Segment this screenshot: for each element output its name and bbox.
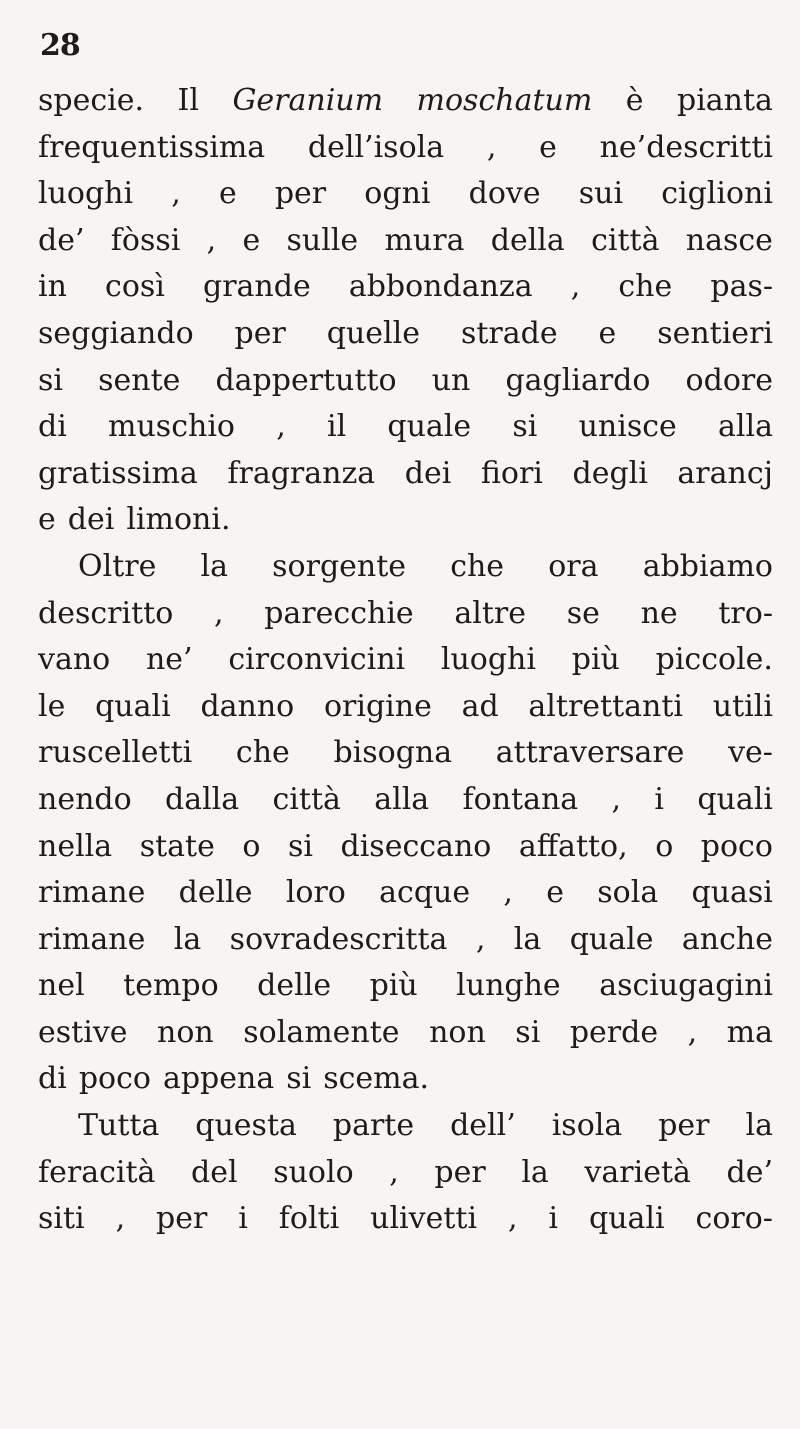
word: , xyxy=(389,1154,399,1190)
word: dove xyxy=(468,176,541,212)
word: e xyxy=(242,222,261,258)
word: gratissima xyxy=(38,455,198,491)
word: acque xyxy=(379,875,471,911)
word: i xyxy=(548,1201,559,1237)
word: , xyxy=(206,222,217,258)
word: de’ xyxy=(726,1154,773,1190)
word: città xyxy=(272,781,341,817)
word: de’ xyxy=(38,222,85,258)
word: ogni xyxy=(364,176,431,212)
word: vano xyxy=(38,642,111,678)
word: luoghi xyxy=(440,642,536,678)
word: fiori xyxy=(480,455,543,491)
word: nella xyxy=(38,828,113,864)
word: per xyxy=(234,315,286,351)
word: rimane xyxy=(38,921,146,957)
text-line xyxy=(38,1150,773,1197)
text-line xyxy=(38,1010,773,1057)
word: si xyxy=(286,1061,312,1097)
word: il xyxy=(326,409,347,445)
word: le xyxy=(38,688,66,724)
word: che xyxy=(450,548,505,584)
word: per xyxy=(658,1108,710,1144)
word: solamente xyxy=(243,1014,400,1050)
text-line xyxy=(38,497,773,544)
word: di xyxy=(38,1061,67,1097)
word: ora xyxy=(548,548,599,584)
word: città xyxy=(591,222,660,258)
text-line xyxy=(38,870,773,917)
word: e xyxy=(546,875,564,911)
word: estive xyxy=(38,1014,128,1050)
word: affatto, xyxy=(518,828,628,864)
word: parecchie xyxy=(264,595,414,631)
word: mura xyxy=(384,222,465,258)
word: folti xyxy=(278,1201,340,1237)
word: odore xyxy=(685,362,773,398)
text-line xyxy=(38,218,773,265)
word: sola xyxy=(597,875,659,911)
word: un xyxy=(431,362,471,398)
word: dell’ xyxy=(450,1108,516,1144)
word: varietà xyxy=(584,1154,691,1190)
word: poco xyxy=(78,1061,151,1097)
word: state xyxy=(139,828,215,864)
word: appena xyxy=(162,1061,275,1097)
word: si xyxy=(515,1014,541,1050)
word: sorgente xyxy=(272,548,407,584)
word: e xyxy=(539,129,557,165)
word: altrettanti xyxy=(528,688,684,724)
word: isola xyxy=(551,1108,623,1144)
text-line xyxy=(38,1103,773,1150)
word: moschatum xyxy=(416,83,593,118)
word: , xyxy=(475,921,486,957)
word: dell’isola xyxy=(307,129,445,165)
word: nel xyxy=(38,968,85,1004)
word: più xyxy=(571,642,620,678)
word: così xyxy=(105,269,165,305)
word: non xyxy=(429,1014,486,1050)
text-line xyxy=(38,171,773,218)
word: gagliardo xyxy=(505,362,651,398)
word: ulivetti xyxy=(370,1201,478,1237)
word: che xyxy=(618,269,673,305)
word: pianta xyxy=(677,83,773,118)
word: scema. xyxy=(323,1061,430,1097)
word: utili xyxy=(712,688,773,724)
word: sentieri xyxy=(657,315,773,351)
word: anche xyxy=(681,921,773,957)
word: luoghi xyxy=(38,176,134,212)
word: ma xyxy=(726,1014,773,1050)
word: degli xyxy=(572,455,648,491)
text-line xyxy=(38,730,773,777)
word: si xyxy=(287,828,313,864)
word: , xyxy=(503,875,513,911)
word: quali xyxy=(95,688,171,724)
word: o xyxy=(242,828,261,864)
word: la xyxy=(521,1154,549,1190)
word: la xyxy=(173,921,202,957)
word: che xyxy=(235,735,290,771)
word: piccole. xyxy=(655,642,773,678)
word: e xyxy=(598,315,617,351)
text-line xyxy=(38,404,773,451)
word: ruscelletti xyxy=(38,735,193,771)
word: attraversare xyxy=(495,735,685,771)
word: origine xyxy=(323,688,432,724)
word: , xyxy=(486,129,497,165)
word: i xyxy=(654,781,664,817)
word: Geranium xyxy=(232,83,384,118)
word: fòssi xyxy=(110,222,181,258)
word: nasce xyxy=(685,222,773,258)
word: si xyxy=(38,362,63,398)
word: , xyxy=(570,269,581,305)
word: o xyxy=(655,828,674,864)
word: , xyxy=(213,595,224,631)
word: delle xyxy=(257,968,332,1004)
text-line xyxy=(38,1196,773,1243)
text-line xyxy=(38,684,773,731)
word: quali xyxy=(588,1201,665,1237)
word: sente xyxy=(98,362,181,398)
text-line xyxy=(38,264,773,311)
text-line xyxy=(38,963,773,1010)
word: questa xyxy=(195,1108,297,1144)
text-line xyxy=(38,125,773,172)
word: per xyxy=(156,1201,208,1237)
word: Il xyxy=(177,83,199,118)
word: perde xyxy=(569,1014,659,1050)
word: sovradescritta xyxy=(229,921,448,957)
word: danno xyxy=(200,688,295,724)
word: per xyxy=(434,1154,486,1190)
text-line xyxy=(38,1056,773,1103)
word: circonvicini xyxy=(228,642,406,678)
word: grande xyxy=(203,269,311,305)
word: alla xyxy=(718,409,773,445)
word: dalla xyxy=(165,781,240,817)
word: si xyxy=(512,409,538,445)
word: rimane xyxy=(38,875,146,911)
word: quelle xyxy=(326,315,421,351)
word: strade xyxy=(460,315,558,351)
text-line xyxy=(38,777,773,824)
word: della xyxy=(490,222,565,258)
word: dappertutto xyxy=(215,362,397,398)
word: e xyxy=(218,176,237,212)
word: abbondanza xyxy=(348,269,533,305)
word: abbiamo xyxy=(642,548,773,584)
text-line xyxy=(38,358,773,405)
word: pas- xyxy=(710,269,773,305)
text-line xyxy=(38,824,773,871)
text-line xyxy=(38,917,773,964)
word: poco xyxy=(700,828,773,864)
word: bisogna xyxy=(333,735,453,771)
word: nendo xyxy=(38,781,132,817)
word: dei xyxy=(67,502,115,538)
word: per xyxy=(274,176,327,212)
word: quasi xyxy=(691,875,773,911)
word: tempo xyxy=(123,968,219,1004)
word: lunghe xyxy=(456,968,561,1004)
text-line xyxy=(38,637,773,684)
word: tro- xyxy=(718,595,773,631)
word: seggiando xyxy=(38,315,194,351)
page-number: 28 xyxy=(40,28,80,63)
word: coro- xyxy=(695,1201,773,1237)
word: è xyxy=(625,83,644,118)
word: arancj xyxy=(677,455,773,491)
word: unisce xyxy=(578,409,677,445)
word: suolo xyxy=(273,1154,354,1190)
word: ciglioni xyxy=(661,176,773,212)
word: siti xyxy=(38,1201,85,1237)
word: la xyxy=(745,1108,773,1144)
word: in xyxy=(38,269,67,305)
word: asciugagini xyxy=(599,968,773,1004)
word: sui xyxy=(578,176,624,212)
word: dei xyxy=(404,455,452,491)
word: , xyxy=(276,409,286,445)
text-line xyxy=(38,544,773,591)
word: parte xyxy=(332,1108,415,1144)
word: più xyxy=(369,968,418,1004)
word: frequentissima xyxy=(38,129,266,165)
word: e xyxy=(38,502,56,538)
word: se xyxy=(566,595,600,631)
word: ne xyxy=(640,595,678,631)
word: feracità xyxy=(38,1154,156,1190)
word: fontana xyxy=(462,781,579,817)
word: del xyxy=(191,1154,238,1190)
word: , xyxy=(171,176,181,212)
word: , xyxy=(115,1201,126,1237)
word: Tutta xyxy=(78,1108,160,1144)
word: la xyxy=(513,921,542,957)
word: quale xyxy=(569,921,654,957)
word: loro xyxy=(285,875,346,911)
word: limoni. xyxy=(126,502,231,538)
word: sulle xyxy=(286,222,359,258)
word: specie. xyxy=(38,83,145,118)
word: , xyxy=(507,1201,518,1237)
word: i xyxy=(238,1201,248,1237)
text-line xyxy=(38,591,773,638)
word: ad xyxy=(461,688,499,724)
word: delle xyxy=(178,875,253,911)
word: , xyxy=(611,781,622,817)
word: di xyxy=(38,409,67,445)
word: la xyxy=(200,548,228,584)
word: altre xyxy=(454,595,527,631)
word: ne’ xyxy=(145,642,193,678)
word: non xyxy=(157,1014,214,1050)
word: alla xyxy=(374,781,430,817)
word: Oltre xyxy=(78,548,157,584)
word: , xyxy=(687,1014,698,1050)
word: ve- xyxy=(728,735,773,771)
word: quale xyxy=(387,409,472,445)
text-line xyxy=(38,451,773,498)
word: diseccano xyxy=(340,828,492,864)
word: quali xyxy=(697,781,773,817)
body-text xyxy=(38,78,773,1243)
word: muschio xyxy=(108,409,235,445)
word: ne’descritti xyxy=(599,129,773,165)
text-line xyxy=(38,311,773,358)
word: fragranza xyxy=(227,455,376,491)
text-line xyxy=(38,78,773,125)
word: descritto xyxy=(38,595,174,631)
